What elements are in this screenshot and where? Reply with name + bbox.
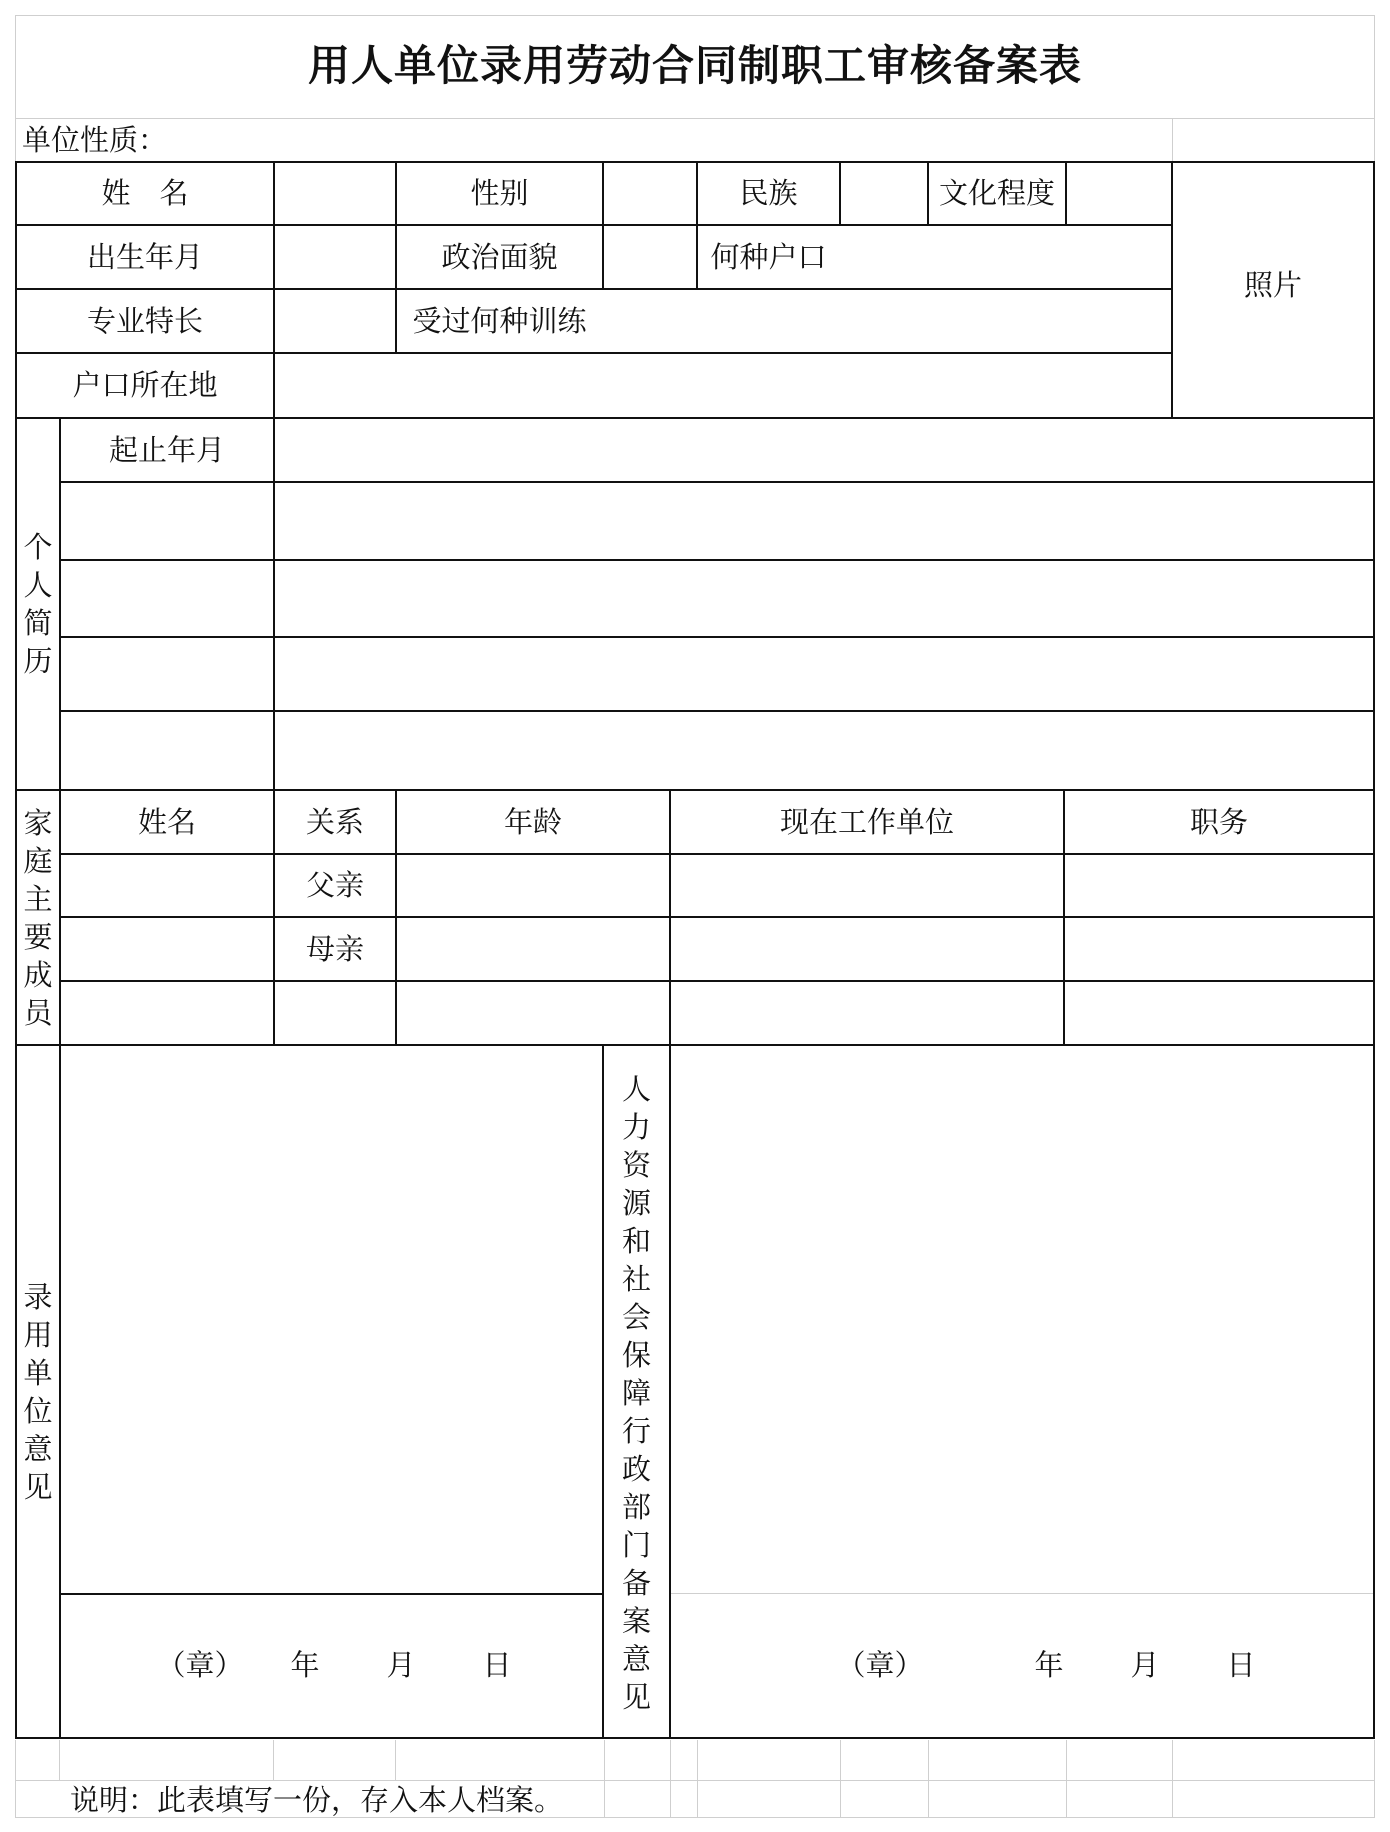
specialty-field[interactable] (275, 290, 395, 352)
hr-month: 月 (1130, 1647, 1160, 1682)
resume-detail-4[interactable] (275, 712, 1373, 789)
resume-char-4: 历 (23, 644, 53, 678)
education-field[interactable] (1067, 163, 1171, 224)
family-row3-relation[interactable] (275, 982, 395, 1044)
hr-char-8: 保 (621, 1338, 651, 1372)
employer-day: 日 (482, 1647, 512, 1682)
family-row3-name[interactable] (61, 982, 273, 1044)
family-row2-position[interactable] (1065, 918, 1373, 980)
ethnicity-field[interactable] (841, 163, 927, 224)
hr-opinion-field[interactable] (671, 1046, 1373, 1593)
hr-char-12: 部 (621, 1490, 651, 1524)
family-char-3: 主 (23, 881, 53, 916)
employer-char-3: 单 (23, 1355, 53, 1390)
footer-grid-v1 (59, 1740, 60, 1780)
hr-char-17: 见 (621, 1680, 651, 1714)
family-char-5: 成 (23, 957, 53, 992)
family-char-6: 员 (23, 995, 53, 1030)
family-char-1: 家 (23, 805, 53, 840)
footer-mid-line (15, 1780, 1375, 1781)
footer-grid-v2 (273, 1740, 274, 1780)
employer-seal: （章） (156, 1647, 244, 1682)
family-row3-position[interactable] (1065, 982, 1373, 1044)
unit-nature-label: 单位性质： (22, 122, 168, 157)
hukou-location-field[interactable] (275, 354, 1171, 417)
resume-detail-2[interactable] (275, 561, 1373, 636)
employer-char-2: 用 (23, 1317, 53, 1352)
family-row2-name[interactable] (61, 918, 273, 980)
hukou-location-label: 户口所在地 (72, 368, 218, 403)
footer-grid-v10 (1172, 1740, 1173, 1818)
employer-char-1: 录 (23, 1279, 53, 1314)
family-row3-age[interactable] (397, 982, 669, 1044)
gender-field[interactable] (604, 163, 696, 224)
footer-grid-v11 (1374, 1740, 1375, 1818)
family-header-name: 姓名 (137, 804, 196, 839)
family-row2-workplace[interactable] (671, 918, 1063, 980)
birth-field[interactable] (275, 226, 395, 288)
hr-char-15: 案 (621, 1604, 651, 1638)
family-row1-position[interactable] (1065, 855, 1373, 916)
resume-char-1: 个 (23, 530, 53, 564)
resume-detail-1[interactable] (275, 483, 1373, 559)
footer-grid-v8 (928, 1740, 929, 1818)
photo-box[interactable]: 照片 (1243, 267, 1302, 302)
family-row1-name[interactable] (61, 855, 273, 916)
employer-opinion-label (17, 1046, 59, 1737)
form-title: 用人单位录用劳动合同制职工审核备案表 (307, 41, 1082, 91)
training-label: 受过何种训练 (412, 303, 587, 338)
politics-field[interactable] (604, 226, 696, 288)
specialty-label: 专业特长 (86, 303, 203, 338)
employer-char-4: 位 (23, 1393, 53, 1428)
hr-day: 日 (1226, 1647, 1256, 1682)
hr-char-7: 会 (621, 1300, 651, 1334)
resume-section-label (17, 419, 59, 789)
family-row2-relation: 母亲 (305, 931, 364, 966)
employer-char-6: 见 (23, 1469, 53, 1504)
politics-label: 政治面貌 (441, 239, 558, 274)
employer-opinion-field[interactable] (61, 1046, 602, 1593)
resume-period-1[interactable] (61, 483, 273, 559)
employer-month: 月 (386, 1647, 416, 1682)
family-row1-relation: 父亲 (305, 868, 364, 903)
table-bottom-line (15, 1737, 1375, 1739)
hr-char-14: 备 (621, 1566, 651, 1600)
unit-row-divider (1172, 118, 1173, 162)
name-label: 姓 名 (101, 176, 189, 211)
hr-char-2: 力 (621, 1110, 651, 1144)
family-header-workplace: 现在工作单位 (779, 804, 954, 839)
resume-period-label: 起止年月 (108, 432, 225, 467)
hr-char-6: 社 (621, 1262, 651, 1296)
footer-grid-v0 (15, 1740, 16, 1818)
footer-grid-v3 (395, 1740, 396, 1780)
hr-char-16: 意 (621, 1642, 651, 1676)
footer-grid-v5 (670, 1740, 671, 1818)
name-field[interactable] (275, 163, 395, 224)
footer-grid-v9 (1066, 1740, 1067, 1818)
table-right-line (1373, 161, 1375, 1739)
hr-char-13: 门 (621, 1528, 651, 1562)
hr-char-1: 人 (621, 1072, 651, 1106)
family-header-position: 职务 (1189, 804, 1248, 839)
hr-sign-line (670, 1593, 1375, 1594)
resume-char-3: 简 (23, 606, 53, 640)
footer-grid-v6 (697, 1740, 698, 1818)
family-row1-age[interactable] (397, 855, 669, 916)
birth-label: 出生年月 (86, 239, 203, 274)
hukou-type-field[interactable] (841, 226, 1171, 288)
ethnicity-label: 民族 (739, 176, 798, 211)
hukou-type-label: 何种户口 (710, 239, 827, 274)
resume-period-2[interactable] (61, 561, 273, 636)
family-char-2: 庭 (23, 843, 53, 878)
resume-period-3[interactable] (61, 638, 273, 710)
family-char-4: 要 (23, 919, 53, 954)
hr-char-9: 障 (621, 1376, 651, 1410)
hr-opinion-label (604, 1046, 669, 1737)
employer-sign-line (59, 1593, 604, 1595)
hr-year: 年 (1034, 1647, 1064, 1682)
employer-year: 年 (290, 1647, 320, 1682)
hr-char-11: 政 (621, 1452, 651, 1486)
hr-char-10: 行 (621, 1414, 651, 1448)
family-header-age: 年龄 (503, 804, 562, 839)
resume-detail-3[interactable] (275, 638, 1373, 710)
gender-label: 性别 (470, 176, 529, 211)
family-section-label (17, 791, 59, 1044)
family-row3-workplace[interactable] (671, 982, 1063, 1044)
hr-char-4: 源 (621, 1186, 651, 1220)
training-field[interactable] (604, 290, 1171, 352)
resume-period-4[interactable] (61, 712, 273, 789)
footer-grid-v7 (840, 1740, 841, 1818)
hr-char-3: 资 (621, 1148, 651, 1182)
footer-note: 说明：此表填写一份，存入本人档案。 (70, 1782, 564, 1817)
education-label: 文化程度 (938, 176, 1055, 211)
hr-char-5: 和 (621, 1224, 651, 1258)
family-row1-workplace[interactable] (671, 855, 1063, 916)
resume-char-2: 人 (23, 568, 53, 602)
resume-header-field[interactable] (275, 419, 1373, 481)
family-row2-age[interactable] (397, 918, 669, 980)
family-header-relation: 关系 (305, 804, 364, 839)
hr-seal: （章） (836, 1647, 924, 1682)
employer-char-5: 意 (23, 1431, 53, 1466)
